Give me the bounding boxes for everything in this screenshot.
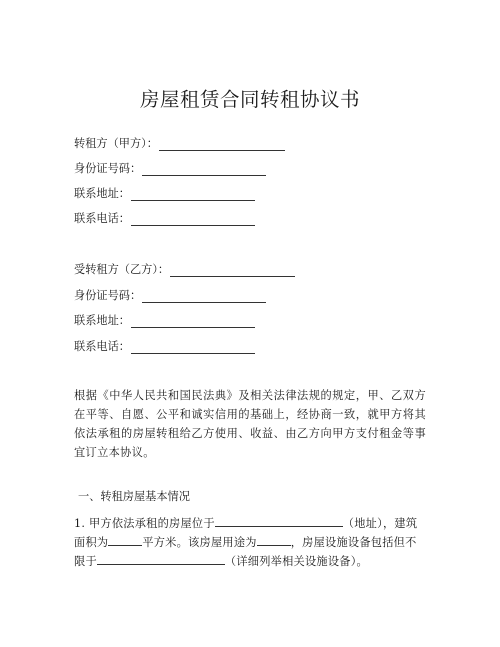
clause-1-text-detail: （详细列举相关设施设备）。 bbox=[224, 555, 368, 568]
party-a-id-label: 身份证号码： bbox=[74, 162, 142, 175]
clause-1 bbox=[74, 514, 434, 571]
party-b-id-row bbox=[74, 289, 266, 303]
clause-1-line-1 bbox=[74, 514, 434, 533]
party-a-address-label: 联系地址： bbox=[74, 187, 130, 200]
clause-1-line-3 bbox=[74, 552, 434, 571]
preamble-paragraph: 根据《中华人民共和国民法典》及相关法律法规的规定，甲、乙双方在平等、自愿、公平和诚实信用的基础上，经协商一致，就甲方将其依法承租的房屋转租给乙方使用、收益、由乙方向甲方支付租金等事宜订立本协议。 bbox=[74, 389, 426, 459]
clause-1-line-2 bbox=[74, 533, 434, 552]
party-a-phone-row bbox=[74, 212, 255, 226]
facilities-blank[interactable] bbox=[97, 553, 225, 565]
party-a-phone-label: 联系电话： bbox=[74, 212, 130, 225]
clause-1-text-area: 面积为 bbox=[74, 536, 109, 549]
party-a-name-blank[interactable] bbox=[159, 139, 285, 151]
clause-1-text-limited: 限于 bbox=[74, 555, 97, 568]
document-title: 房屋租赁合同转租协议书 bbox=[139, 88, 360, 111]
party-b-phone-label: 联系电话： bbox=[74, 340, 130, 353]
usage-blank[interactable] bbox=[257, 534, 291, 546]
clause-1-text-location: 1. 甲方依法承租的房屋位于 bbox=[74, 517, 215, 530]
clause-1-text-usage: 平方米。该房屋用途为 bbox=[142, 536, 257, 549]
clause-1-text-facilities: ，房屋设施设备包括但不 bbox=[290, 536, 417, 549]
party-b-name-blank[interactable] bbox=[170, 265, 295, 277]
party-b-phone-row bbox=[74, 340, 255, 354]
party-b-address-label: 联系地址： bbox=[74, 314, 130, 327]
party-a-address-row bbox=[74, 187, 255, 201]
party-a-id-blank[interactable] bbox=[142, 164, 266, 176]
address-blank[interactable] bbox=[215, 515, 343, 527]
party-b-id-blank[interactable] bbox=[142, 291, 266, 303]
party-a-name-label: 转租方（甲方）： bbox=[74, 137, 158, 150]
party-b-name-row bbox=[74, 263, 295, 277]
party-b-id-label: 身份证号码： bbox=[74, 289, 142, 302]
party-a-phone-blank[interactable] bbox=[131, 214, 255, 226]
party-b-address-blank[interactable] bbox=[131, 316, 255, 328]
party-a-address-blank[interactable] bbox=[131, 189, 255, 201]
party-b-phone-blank[interactable] bbox=[131, 342, 255, 354]
party-b-name-label: 受转租方（乙方）： bbox=[74, 263, 170, 276]
section-1-heading: 一、转租房屋基本情况 bbox=[78, 490, 190, 503]
party-a-id-row bbox=[74, 162, 266, 176]
clause-1-text-address-suffix: （地址），建筑 bbox=[342, 517, 418, 530]
party-b-address-row bbox=[74, 314, 255, 328]
area-blank[interactable] bbox=[108, 534, 142, 546]
party-a-name-row bbox=[74, 137, 285, 151]
